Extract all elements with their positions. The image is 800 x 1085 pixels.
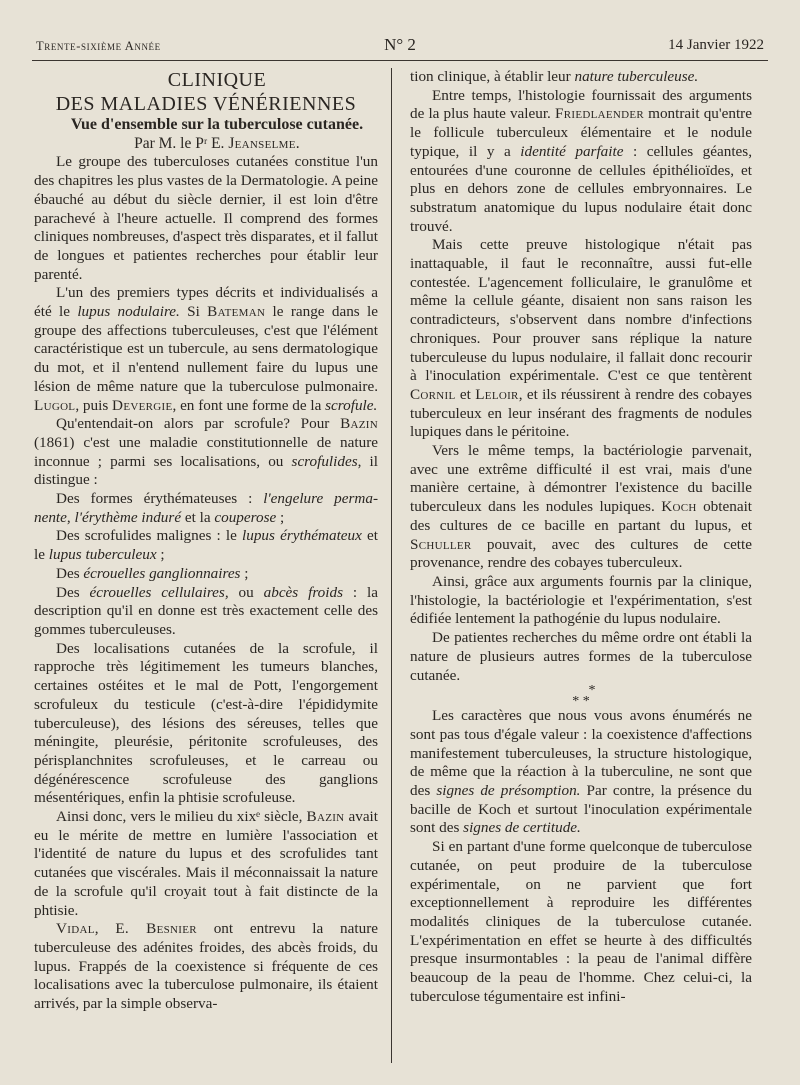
paragraph: Ainsi, grâce aux arguments fournis par la clinique, l'histologie, la bactériologie et l'expérimentation, s'est édifiée lentement la pathogénie du lupus nodulaire.	[410, 572, 752, 628]
paragraph: De patientes recherches du même ordre ont établi la nature de plusieurs autres formes de la tuberculose cutanée.	[410, 629, 752, 684]
right-column	[410, 68, 752, 1006]
paragraph: Qu'entendait-on alors par scrofule? Pour Bazin (1861) c'est une maladie constitutionnelle de nature inconnue ; parmi ses localisations, ou scrofulides, il distingue :	[34, 415, 378, 489]
paragraph: Mais cette preuve histologique n'était pas inattaquable, il faut le reconnaître, aussi fut-elle contestée. L'agencement folliculaire, le granulôme et même la cellule géante, disaient non sans raison les contradicteurs, s'observent dans nombre d'infections chroniques. Pour prouver sans réplique la nature tuberculeuse du lupus nodulaire, il fallait donc recourir à l'inoculation expérimentale. C'est ce que tentèrent Cornil et Leloir, et ils réussirent à rendre des cobayes tuberculeux en leur insérant des fragments de nodules lupiques dans le péritoine.	[410, 236, 752, 441]
paragraph: L'un des premiers types décrits et individualisés a été le lupus nodulaire. Si Bateman le range dans le groupe des affections tuberculeuses, c'est que l'élément caractéristique est un tubercule, au sens dermatologique du mot, et il n'entend nullement faire du lupus une lésion de même nature que la tuberculose pulmonaire. Lugol, puis Devergie, en font une forme de la scrofule.	[34, 284, 378, 414]
volume-label: Trente-sixième Année	[36, 39, 161, 53]
column-divider	[391, 68, 392, 1063]
paragraph: Vidal, E. Besnier ont entrevu la nature tuberculeuse des adénites froides, des abcès froids, du lupus. Frappés de la coexistence si fréquente de ces localisations avec la tuberculose pulmonaire, ils étaient arrivés, par la simple observa-	[34, 920, 378, 1013]
issue-number: N° 2	[384, 35, 416, 54]
list-item: Des écrouelles cellulaires, ou abcès froids : la description qu'il en donne est très exactement celle des gommes tuberculeuses.	[34, 583, 378, 638]
running-header	[32, 32, 768, 58]
paragraph: Si en partant d'une forme quelconque de tuberculose cutanée, on peut produire de la tuberculose expérimentale, on ne parvient que fort exceptionnellement à reproduire les différentes modalités cliniques de la tuberculose cutanée. L'expérimentation en effet se heurte à des difficultés presque insurmontables : la peau de l'animal diffère beaucoup de la peau de l'homme. Chez celui-ci, la tuberculose tégumentaire est infini-	[410, 838, 752, 1005]
paragraph: Le groupe des tuberculoses cutanées constitue l'un des chapitres les plus vastes de la Dermatologie. A peine ébauché au début du siècle dernier, il est loin d'être parachevé à l'heure actuelle. Il comprend des formes cliniques nombreuses, d'aspect très disparates, et il fallut de longues et patientes recherches pour établir leur parenté.	[34, 153, 378, 283]
paragraph-continued: tion clinique, à établir leur nature tuberculeuse.	[410, 68, 699, 85]
paragraph: Entre temps, l'histologie fournissait des arguments de la plus haute valeur. Friedlaender montrait qu'entre le follicule tuberculeux élémentaire et le nodule typique, il y a identité parfaite : cellules géantes, entourées d'une couronne de cellules épithélioïdes, et plus en dehors zone de cellules embryonnaires. Le substratum anatomique du lupus nodulaire était donc trouvé.	[410, 86, 752, 235]
list-item: Des écrouelles ganglionnaires ;	[56, 564, 249, 582]
paragraph: Des localisations cutanées de la scrofule, il rapproche très légitimement les tumeurs blanches, certaines ostéites et le mal de Pott, l'engorgement scrofuleux du testicule (c'est-à-dire l'épididymite tuberculeuse), des lésions des séreuses, telles que méningite, pleurésie, péritonite scrofuleuses, des périsplanchnites scrofuleuses, et le carreau ou dégénérescence scrofuleuse des ganglions mésentériques, enfin la phtisie scrofuleuse.	[34, 639, 378, 807]
paragraph: Ainsi donc, vers le milieu du xixᵉ siècle, Bazin avait eu le mérite de mettre en lumière l'association et l'identité de nature du lupus et des scrofulides tant cutanées que viscérales. Mais il méconnaissait la nature de la scrofule qu'il croyait tout à fait distincte de la phtisie.	[34, 808, 378, 919]
article-author: Par M. le Pʳ E. Jeanselme.	[134, 134, 300, 152]
issue-date: 14 Janvier 1922	[668, 37, 764, 53]
header-rule	[32, 60, 768, 61]
section-title: CLINIQUE DES MALADIES VÉNÉRIENNES	[55, 69, 357, 115]
paragraph: Vers le même temps, la bactériologie parvenait, avec une extrême difficulté il est vrai, mais d'une manière certaine, à démontrer l'existence du bacille tuberculeux dans les nodules lupiques. Koch obtenait des cultures de ce bacille en partant du lupus, et Schuller pouvait, avec des cultures de cette provenance, rendre des cobayes tuberculeux.	[410, 442, 753, 572]
paragraph: Les caractères que nous vous avons énumérés ne sont pas tous d'égale valeur : la coexistence d'affections manifestement tuberculeuses, la structure histologique, de même que la réaction à la tuberculine, ne sont que des signes de présomption. Par contre, la présence du bacille de Koch et surtout l'inoculation expérimentale sont des signes de certitude.	[410, 707, 752, 837]
list-item: Des scrofulides malignes : le lupus érythémateux et le lupus tuberculeux ;	[34, 527, 378, 564]
list-item: Des formes érythémateuses : l'engelure perma-nente, l'érythème induré et la couperose ;	[34, 490, 378, 526]
left-column	[34, 68, 378, 1014]
article-title: Vue d'ensemble sur la tuberculose cutanée.	[70, 116, 364, 133]
section-separator: * * *	[572, 683, 596, 710]
